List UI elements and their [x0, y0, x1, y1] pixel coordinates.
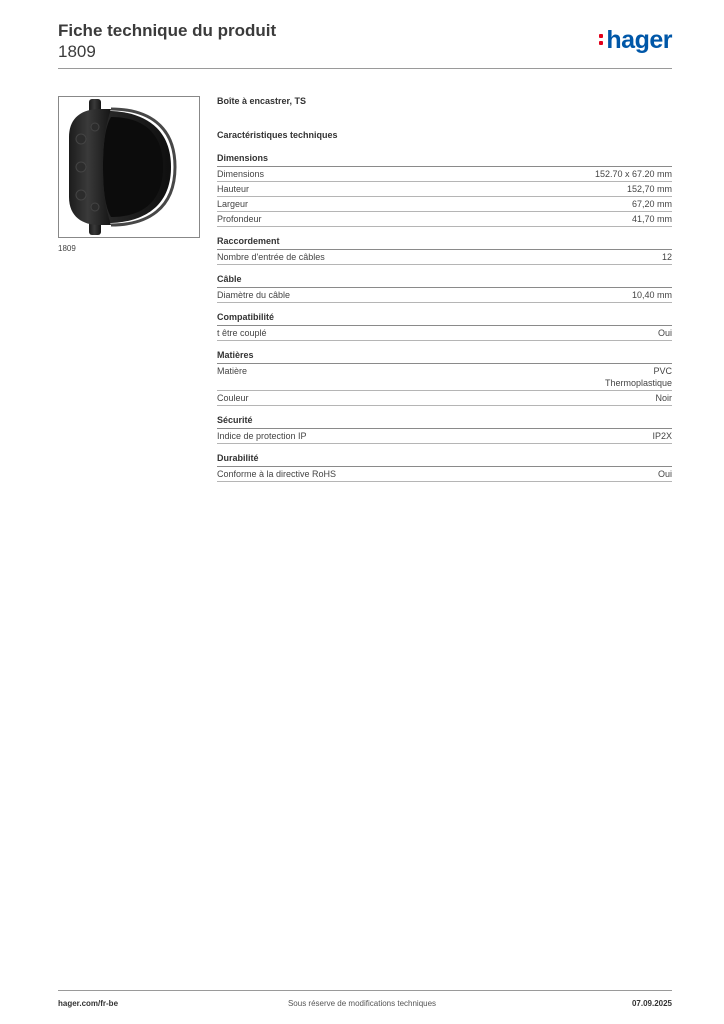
hager-logo: [599, 26, 672, 55]
product-reference: 1809: [58, 42, 96, 61]
spec-group-cable: [217, 274, 672, 303]
logo-dots-icon: [599, 34, 604, 48]
spec-row: [217, 467, 672, 482]
spec-row: [217, 364, 672, 391]
spec-row: [217, 212, 672, 227]
spec-label: Nombre d'entrée de câbles: [217, 252, 325, 262]
spec-group-dimensions: [217, 153, 672, 227]
spec-group-durabilite: [217, 453, 672, 482]
spec-label: Matière: [217, 366, 248, 376]
spec-label: Largeur: [217, 199, 249, 209]
spec-label: Hauteur: [217, 184, 250, 194]
spec-group-securite: [217, 415, 672, 444]
flush-box-photo-icon: [59, 97, 199, 237]
group-title: Compatibilité: [217, 312, 672, 326]
spec-value: 41,70 mm: [631, 214, 672, 224]
group-title: Dimensions: [217, 153, 672, 167]
spec-value: PVC Thermoplastique: [604, 366, 672, 388]
spec-value: Noir: [655, 393, 672, 403]
group-title: Câble: [217, 274, 672, 288]
group-title: Durabilité: [217, 453, 672, 467]
group-title: Raccordement: [217, 236, 672, 250]
spec-label: Dimensions: [217, 169, 265, 179]
spec-value: 12: [661, 252, 672, 262]
spec-group-raccordement: [217, 236, 672, 265]
group-title: Matières: [217, 350, 672, 364]
spec-value: IP2X: [652, 431, 672, 441]
spec-row: [217, 429, 672, 444]
header-divider: [58, 68, 672, 69]
spec-row: [217, 250, 672, 265]
product-name: Boîte à encastrer, TS: [217, 96, 307, 106]
spec-label: Conforme à la directive RoHS: [217, 469, 337, 479]
spec-label: Indice de protection IP: [217, 431, 307, 441]
spec-value: 10,40 mm: [631, 290, 672, 300]
spec-value: 152,70 mm: [626, 184, 672, 194]
group-title: Sécurité: [217, 415, 672, 429]
spec-row: [217, 391, 672, 406]
section-title: Caractéristiques techniques: [217, 130, 338, 140]
spec-label: t être couplé: [217, 328, 267, 338]
page-title: Fiche technique du produit: [58, 21, 277, 40]
product-image: [58, 96, 200, 238]
spec-label: Profondeur: [217, 214, 262, 224]
spec-label: Couleur: [217, 393, 249, 403]
spec-value: 152.70 x 67.20 mm: [594, 169, 672, 179]
footer-date: 07.09.2025: [631, 999, 672, 1008]
page-header: [58, 20, 672, 62]
spec-row: [217, 197, 672, 212]
footer-notice: Sous réserve de modifications techniques: [287, 999, 437, 1008]
product-specs: [217, 96, 672, 482]
spec-row: [217, 288, 672, 303]
footer-website-link[interactable]: hager.com/fr-be: [58, 999, 119, 1008]
spec-row: [217, 167, 672, 182]
spec-label: Diamètre du câble: [217, 290, 291, 300]
image-caption: 1809: [58, 244, 76, 253]
logo-text: hager: [606, 26, 672, 54]
spec-value: 67,20 mm: [631, 199, 672, 209]
spec-group-matieres: [217, 350, 672, 406]
spec-row: [217, 182, 672, 197]
spec-value: Oui: [657, 328, 672, 338]
spec-row: [217, 326, 672, 341]
spec-group-compatibilite: [217, 312, 672, 341]
spec-value: Oui: [657, 469, 672, 479]
footer-divider: [58, 990, 672, 991]
